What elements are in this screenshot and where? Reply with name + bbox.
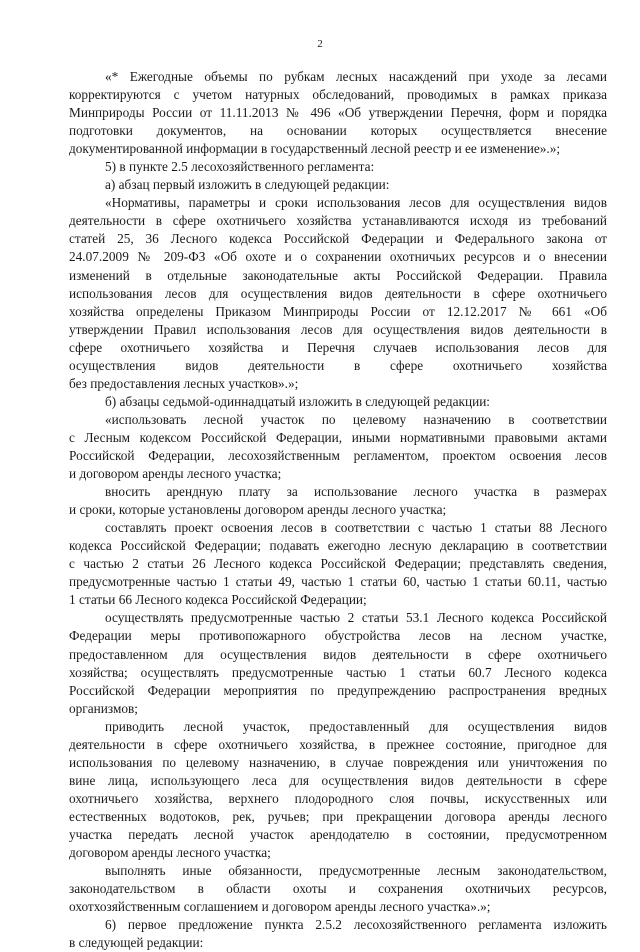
text-line: кодекса Российской Федерации; подавать ежегодно лесную декларацию в соответствии [69,538,607,554]
text-line: предоставленном для осуществления видов деятельности в сфере охотничьего [69,646,607,662]
text-line: статей 25, 36 Лесного кодекса Российской Федерации и Федерального закона от [69,231,607,247]
page-number: 2 [317,38,323,50]
text-line: а) абзац первый изложить в следующей редакции: [105,177,390,193]
text-line: 6) первое предложение пункта 2.5.2 лесохозяйственного регламента изложить [105,917,607,933]
text-line: Федерации меры противопожарного обустройства лесов на лесном участке, [69,628,607,644]
text-line: в следующей редакции: [69,935,204,951]
text-line: использования лесов для осуществления видов деятельности в сфере охотничьего [69,285,607,301]
text-line: вносить арендную плату за использование лесного участка в размерах [105,484,607,500]
text-line: сфере охотничьего хозяйства и Перечня случаев использования лесов для [69,339,607,355]
text-line: Минприроды России от 11.11.2013 № 496 «Об утверждении Перечня, форм и порядка [69,105,607,121]
text-line: предусмотренные частью 1 статьи 49, частью 1 статьи 60, частью 1 статьи 60.11, частью [69,574,607,590]
text-line: организмов; [69,700,138,716]
text-line: использования по целевому назначению, в случае повреждения или уничтожения по [69,754,607,770]
text-line: хозяйства; осуществлять предусмотренные частью 1 статьи 60.7 Лесного кодекса [69,664,607,680]
text-line: 5) в пункте 2.5 лесохозяйственного регламента: [105,159,375,175]
text-line: договором аренды лесного участка; [69,845,271,861]
text-line: с частью 2 статьи 26 Лесного кодекса Российской Федерации; представлять сведения, [69,556,607,572]
text-line: без предоставления лесных участков».»; [69,375,299,391]
text-line: и договором аренды лесного участка; [69,466,282,482]
text-line: хозяйства определены Приказом Минприроды России от 12.12.2017 № 661 «Об [69,303,607,319]
text-line: законодательством в области охоты и сохранения охотничьих ресурсов, [69,881,607,897]
text-line: осуществления видов деятельности в сфере охотничьего хозяйства [69,357,607,373]
text-line: 1 статьи 66 Лесного кодекса Российской Федерации; [69,592,367,608]
text-line: и сроки, которые установлены договором аренды лесного участка; [69,502,447,518]
text-line: утверждении Правил использования лесов для осуществления видов деятельности в [69,321,607,337]
text-line: деятельности в сфере охотничьего хозяйства устанавливаются исходя из требований [69,213,607,229]
text-line: приводить лесной участок, предоставленный для осуществления видов [105,718,607,734]
text-line: охотхозяйственным соглашением и договором аренды лесного участка».»; [69,899,491,915]
text-line: деятельности в сфере охотничьего хозяйства, в прежнее состояние, пригодное для [69,736,607,752]
text-line: с Лесным кодексом Российской Федерации, иными нормативными правовыми актами [69,429,607,445]
text-line: Российской Федерации, лесохозяйственным регламентом, проектом освоения лесов [69,447,607,463]
text-line: б) абзацы седьмой-одиннадцатый изложить в следующей редакции: [105,393,491,409]
text-line: составлять проект освоения лесов в соответствии с частью 1 статьи 88 Лесного [105,520,607,536]
text-line: вине лица, использующего леса для осуществления видов деятельности в сфере [69,772,607,788]
text-line: «использовать лесной участок по целевому назначению в соответствии [105,411,607,427]
text-line: естественных водотоков, рек, ручьев; при прекращении договора аренды лесного [69,808,607,824]
text-line: документированной информации в государственный лесной реестр и ее изменение».»; [69,141,561,157]
text-line: охотничьего хозяйства, верхнего плодородного слоя почвы, искусственных или [69,790,607,806]
text-line: Российской Федерации мероприятия по предупреждению распространения вредных [69,682,607,698]
text-line: выполнять иные обязанности, предусмотренные лесным законодательством, [105,863,607,879]
text-line: осуществлять предусмотренные частью 2 статьи 53.1 Лесного кодекса Российской [105,610,607,626]
text-line: корректируются с учетом натурных обследований, проводимых в рамках приказа [69,87,607,103]
document-body [69,68,607,952]
text-line: «Нормативы, параметры и сроки использования лесов для осуществления видов [105,195,607,211]
text-line: участка передать лесной участок арендодателю в состоянии, предусмотренном [69,826,607,842]
text-line: подготовки документов, на основании которых осуществляется внесение [69,123,607,139]
text-line: «* Ежегодные объемы по рубкам лесных насаждений при уходе за лесами [105,69,607,84]
text-line: 24.07.2009 № 209-ФЗ «Об охоте и о сохранении охотничьих ресурсов и о внесении [69,249,607,265]
text-line: изменений в отдельные законодательные акты Российской Федерации. Правила [69,267,607,283]
